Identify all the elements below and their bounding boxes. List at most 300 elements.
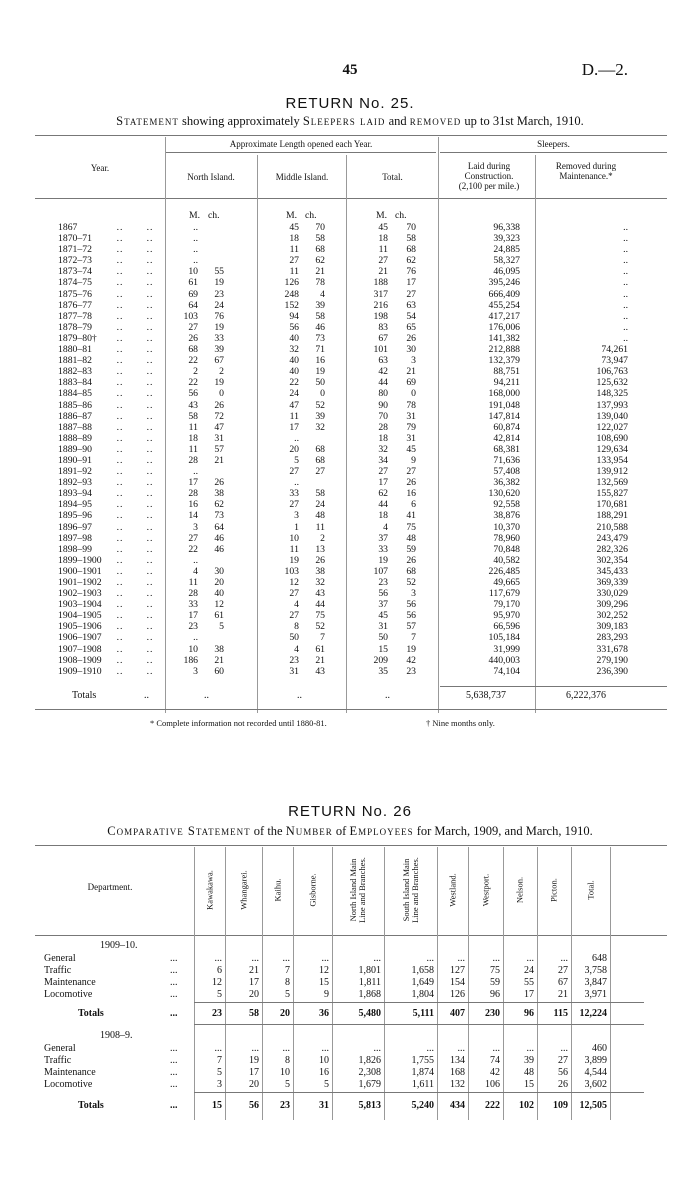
- cell: 3,971: [584, 989, 607, 1000]
- year-cell: 1871–72: [58, 244, 92, 256]
- total-miles: 33: [378, 543, 388, 555]
- unit-miles: M.: [376, 210, 388, 221]
- header-sleepers: Sleepers.: [537, 139, 570, 149]
- leader-dots: ..: [146, 499, 154, 511]
- north-chains: 19: [214, 277, 224, 289]
- removed-cell: 74,261: [601, 344, 628, 356]
- leader-dots: ..: [146, 532, 154, 544]
- middle-miles: 33: [289, 488, 299, 500]
- leader-dots: ..: [146, 299, 154, 311]
- leader-dots: ..: [116, 477, 124, 489]
- north-chains: 57: [214, 443, 224, 455]
- cell: 4,544: [584, 1067, 607, 1078]
- total-miles: 107: [373, 565, 388, 577]
- subtitle-part: removed: [409, 114, 462, 128]
- north-miles: 28: [188, 488, 198, 500]
- column-header-text: Kawakawa.: [204, 870, 214, 910]
- table-row: [0, 621, 700, 632]
- cell: 15: [524, 1079, 534, 1090]
- leader-dots: ..: [146, 233, 154, 245]
- year-cell: 1887–88: [58, 421, 92, 433]
- middle-chains: 52: [315, 621, 325, 633]
- cell: 17: [249, 1067, 259, 1078]
- column-header-text: North Island Main Line and Branches.: [348, 857, 367, 923]
- table-row: [0, 333, 700, 344]
- total-chains: 30: [406, 344, 416, 356]
- total-miles: 11: [378, 244, 388, 256]
- column-header: [237, 848, 251, 932]
- cell: 12,224: [579, 1008, 607, 1019]
- middle-chains: 70: [315, 222, 325, 233]
- removed-cell: 282,326: [596, 543, 628, 555]
- north-miles: 4: [193, 565, 198, 577]
- row-label: Totals: [78, 1008, 104, 1019]
- removed-cell: ..: [623, 332, 628, 344]
- cell: 1,868: [358, 989, 381, 1000]
- leader-dots: ..: [116, 222, 124, 233]
- laid-cell: 68,381: [493, 443, 520, 455]
- laid-cell: 147,814: [488, 410, 520, 422]
- cell: 5,813: [358, 1100, 381, 1111]
- header-north-island: North Island.: [187, 172, 235, 182]
- year-cell: 1891–92: [58, 466, 92, 478]
- cell: 15: [212, 1100, 222, 1111]
- north-miles: ..: [193, 222, 198, 233]
- year-cell: 1884–85: [58, 388, 92, 400]
- table-row: [0, 632, 700, 643]
- cell: ...: [426, 953, 434, 964]
- leader-dots: ..: [116, 454, 124, 466]
- north-miles: 64: [188, 299, 198, 311]
- middle-chains: 58: [315, 310, 325, 322]
- cell: 75: [490, 965, 500, 976]
- leader-dots: ..: [146, 443, 154, 455]
- removed-cell: 129,634: [596, 443, 628, 455]
- total-chains: 31: [406, 432, 416, 444]
- leader-dots: ..: [146, 565, 154, 577]
- leader-dots: ..: [116, 610, 124, 622]
- north-chains: 64: [214, 521, 224, 533]
- column-header: [271, 848, 285, 932]
- year-cell: 1882–83: [58, 366, 92, 378]
- cell: 1,755: [411, 1055, 434, 1066]
- removed-cell: 73,947: [601, 355, 628, 367]
- north-chains: 72: [214, 410, 224, 422]
- north-chains: 76: [214, 310, 224, 322]
- table-row: [0, 555, 700, 566]
- cell: 20: [280, 1008, 290, 1019]
- leader-dots: ..: [146, 388, 154, 400]
- table-row: [0, 322, 700, 333]
- cell: 10: [319, 1055, 329, 1066]
- leader-dots: ..: [146, 588, 154, 600]
- north-chains: 19: [214, 321, 224, 333]
- removed-cell: 309,296: [596, 599, 628, 611]
- middle-miles: 8: [294, 621, 299, 633]
- leader-dots: ..: [146, 488, 154, 500]
- table-row: [0, 588, 700, 599]
- removed-cell: 139,040: [596, 410, 628, 422]
- header-approx-length: Approximate Length opened each Year.: [229, 139, 373, 149]
- removed-cell: ..: [623, 244, 628, 256]
- leader-dots: ..: [116, 488, 124, 500]
- leader-dots: ..: [146, 665, 154, 677]
- cell: 109: [553, 1100, 568, 1111]
- north-chains: 55: [214, 266, 224, 278]
- total-chains: 3: [411, 588, 416, 600]
- row-label: Traffic: [44, 1055, 72, 1066]
- total-miles: 83: [378, 321, 388, 333]
- cell: 7: [285, 965, 290, 976]
- leader-dots: ..: [146, 222, 154, 233]
- removed-cell: ..: [623, 266, 628, 278]
- middle-miles: 103: [284, 565, 299, 577]
- cell: ...: [526, 1043, 534, 1054]
- leader-dots: ..: [116, 355, 124, 367]
- cell: ...: [321, 1043, 329, 1054]
- year-cell: 1883–84: [58, 377, 92, 389]
- cell: 1,611: [411, 1079, 434, 1090]
- removed-cell: 331,678: [596, 643, 628, 655]
- table-row: [0, 355, 700, 366]
- north-chains: 46: [214, 543, 224, 555]
- total-chains: 63: [406, 299, 416, 311]
- rule: [440, 686, 667, 687]
- leader-dots: ..: [116, 421, 124, 433]
- removed-cell: 122,027: [596, 421, 628, 433]
- total-chains: 56: [406, 599, 416, 611]
- cell: 21: [249, 965, 259, 976]
- row-label: Locomotive: [44, 989, 93, 1000]
- column-header-text: Whangarei.: [238, 870, 248, 910]
- removed-cell: 170,681: [596, 499, 628, 511]
- year-cell: 1870–71: [58, 233, 92, 245]
- north-miles: 28: [188, 454, 198, 466]
- cell: 648: [592, 953, 607, 964]
- leader-dots: ...: [170, 989, 178, 1000]
- year-cell: 1906–1907: [58, 632, 102, 644]
- removed-cell: ..: [623, 233, 628, 245]
- total-chains: 58: [406, 233, 416, 245]
- removed-cell: 133,954: [596, 454, 628, 466]
- leader-dots: ..: [146, 366, 154, 378]
- north-miles: 58: [188, 410, 198, 422]
- middle-chains: 58: [315, 233, 325, 245]
- table-row: [0, 610, 700, 621]
- laid-cell: 440,003: [488, 654, 520, 666]
- subtitle-part: Statement: [116, 114, 179, 128]
- leader-dots: ..: [116, 255, 124, 267]
- cell: 96: [490, 989, 500, 1000]
- leader-dots: ..: [116, 499, 124, 511]
- laid-cell: 38,876: [493, 510, 520, 522]
- middle-miles: 10: [289, 532, 299, 544]
- table-row: [0, 1079, 700, 1091]
- table-row: [0, 477, 700, 488]
- cell: 1,826: [358, 1055, 381, 1066]
- middle-chains: 43: [315, 588, 325, 600]
- cell: 3,847: [584, 977, 607, 988]
- north-miles: ..: [193, 632, 198, 644]
- cell: 26: [558, 1079, 568, 1090]
- totals-laid: 5,638,737: [466, 690, 506, 701]
- laid-cell: 74,104: [493, 665, 520, 677]
- total-miles: 198: [373, 310, 388, 322]
- leader-dots: ..: [146, 521, 154, 533]
- table-row: [0, 433, 700, 444]
- cell: 31: [319, 1100, 329, 1111]
- middle-miles: 27: [289, 255, 299, 267]
- year-cell: 1872–73: [58, 255, 92, 267]
- leader-dots: ..: [146, 266, 154, 278]
- north-chains: 5: [219, 621, 224, 633]
- table-row: [0, 499, 700, 510]
- column-header-text: Westland.: [447, 873, 457, 907]
- total-chains: 45: [406, 443, 416, 455]
- rule: [194, 1024, 644, 1025]
- middle-chains: 75: [315, 610, 325, 622]
- middle-miles: 47: [289, 399, 299, 411]
- north-miles: 2: [193, 366, 198, 378]
- unit-chains: ch.: [395, 210, 407, 221]
- cell: ...: [526, 953, 534, 964]
- cell: 154: [450, 977, 465, 988]
- total-chains: 27: [406, 466, 416, 478]
- removed-cell: 139,912: [596, 466, 628, 478]
- totals-label: Totals: [72, 690, 97, 701]
- leader-dots: ..: [146, 510, 154, 522]
- north-chains: 24: [214, 299, 224, 311]
- north-miles: 16: [188, 499, 198, 511]
- leader-dots: ..: [116, 577, 124, 588]
- north-miles: 14: [188, 510, 198, 522]
- laid-cell: 105,184: [488, 632, 520, 644]
- leader-dots: ..: [116, 654, 124, 666]
- column-header: [513, 848, 527, 932]
- table-row: [0, 488, 700, 499]
- year-cell: 1885–86: [58, 399, 92, 411]
- north-chains: 67: [214, 355, 224, 367]
- year-cell: 1905–1906: [58, 621, 102, 633]
- leader-dots: ..: [116, 366, 124, 378]
- year-cell: 1880–81: [58, 344, 92, 356]
- middle-miles: 11: [289, 244, 299, 256]
- total-chains: 75: [406, 521, 416, 533]
- cell: 42: [490, 1067, 500, 1078]
- column-header: [446, 848, 460, 932]
- removed-cell: ..: [623, 310, 628, 322]
- cell: ...: [426, 1043, 434, 1054]
- north-chains: 39: [214, 344, 224, 356]
- leader-dots: ..: [146, 344, 154, 356]
- leader-dots: ..: [116, 288, 124, 300]
- middle-chains: 21: [315, 654, 325, 666]
- cell: ...: [251, 1043, 259, 1054]
- cell: 59: [490, 977, 500, 988]
- middle-miles: 40: [289, 355, 299, 367]
- north-miles: 33: [188, 599, 198, 611]
- north-miles: 26: [188, 332, 198, 344]
- subtitle-part: Number: [285, 824, 333, 838]
- north-miles: 17: [188, 477, 198, 489]
- row-label: General: [44, 953, 76, 964]
- total-chains: 3: [411, 355, 416, 367]
- leader-dots: ..: [146, 454, 154, 466]
- laid-cell: 49,665: [493, 577, 520, 588]
- cell: 230: [485, 1008, 500, 1019]
- year-cell: 1889–90: [58, 443, 92, 455]
- north-miles: 27: [188, 321, 198, 333]
- middle-miles: 17: [289, 421, 299, 433]
- table-row: [0, 277, 700, 288]
- removed-cell: ..: [623, 222, 628, 233]
- cell: 17: [524, 989, 534, 1000]
- leader-dots: ..: [116, 388, 124, 400]
- column-header: [400, 848, 420, 932]
- cell: 56: [249, 1100, 259, 1111]
- middle-chains: 73: [315, 332, 325, 344]
- total-chains: 41: [406, 510, 416, 522]
- table-row: [0, 233, 700, 244]
- total-miles: 101: [373, 344, 388, 356]
- table-row: [0, 544, 700, 555]
- leader-dots: ..: [116, 299, 124, 311]
- north-chains: 73: [214, 510, 224, 522]
- leader-dots: ..: [116, 344, 124, 356]
- removed-cell: 155,827: [596, 488, 628, 500]
- cell: 407: [450, 1008, 465, 1019]
- north-miles: 11: [188, 421, 198, 433]
- year-cell: 1908–1909: [58, 654, 102, 666]
- middle-miles: 11: [289, 543, 299, 555]
- column-header-text: Nelson.: [514, 876, 525, 904]
- laid-cell: 666,409: [488, 288, 520, 300]
- middle-miles: 20: [289, 443, 299, 455]
- north-chains: 26: [214, 477, 224, 489]
- row-label: Totals: [78, 1100, 104, 1111]
- table-row: [0, 965, 700, 977]
- table-row: [0, 466, 700, 477]
- total-miles: 27: [378, 255, 388, 267]
- removed-cell: 302,354: [596, 554, 628, 566]
- total-miles: 37: [378, 532, 388, 544]
- removed-cell: 330,029: [596, 588, 628, 600]
- middle-miles: 27: [289, 466, 299, 478]
- middle-chains: 61: [315, 643, 325, 655]
- subtitle-part: Sleepers laid: [302, 114, 386, 128]
- removed-cell: ..: [623, 321, 628, 333]
- total-miles: 32: [378, 443, 388, 455]
- cell: 5: [324, 1079, 329, 1090]
- removed-cell: ..: [623, 288, 628, 300]
- year-cell: 1897–98: [58, 532, 92, 544]
- cell: 12,505: [579, 1100, 607, 1111]
- middle-chains: 68: [315, 454, 325, 466]
- cell: ...: [282, 953, 290, 964]
- cell: 5,240: [411, 1100, 434, 1111]
- middle-miles: 22: [289, 377, 299, 389]
- cell: 20: [249, 1079, 259, 1090]
- leader-dots: ..: [146, 255, 154, 267]
- total-miles: 15: [378, 643, 388, 655]
- total-chains: 19: [406, 643, 416, 655]
- north-miles: ..: [193, 466, 198, 478]
- leader-dots: ..: [146, 399, 154, 411]
- middle-miles: 4: [294, 599, 299, 611]
- leader-dots: ..: [116, 277, 124, 289]
- column-header-text: Picton.: [548, 878, 559, 902]
- north-miles: 17: [188, 610, 198, 622]
- total-miles: 62: [378, 488, 388, 500]
- cell: 126: [450, 989, 465, 1000]
- subtitle-part: Comparative Statement: [107, 824, 251, 838]
- laid-cell: 95,970: [493, 610, 520, 622]
- removed-cell: 283,293: [596, 632, 628, 644]
- total-miles: 63: [378, 355, 388, 367]
- cell: 67: [558, 977, 568, 988]
- year-cell: 1874–75: [58, 277, 92, 289]
- cell: 106: [485, 1079, 500, 1090]
- total-miles: 188: [373, 277, 388, 289]
- leader-dots: ..: [116, 532, 124, 544]
- leader-dots: ...: [170, 1043, 178, 1054]
- leader-dots: ..: [116, 321, 124, 333]
- total-miles: 4: [383, 521, 388, 533]
- leader-dots: ..: [146, 543, 154, 555]
- middle-miles: 12: [289, 577, 299, 588]
- leader-dots: ..: [146, 432, 154, 444]
- north-chains: 46: [214, 532, 224, 544]
- cell: 434: [450, 1100, 465, 1111]
- total-chains: 69: [406, 377, 416, 389]
- laid-cell: 42,814: [493, 432, 520, 444]
- header-laid: Laid during Construction. (2,100 per mile.): [458, 161, 520, 191]
- leader-dots: ..: [146, 477, 154, 489]
- leader-dots: ..: [116, 565, 124, 577]
- cell: 8: [285, 1055, 290, 1066]
- return-26-title: RETURN No. 26: [288, 803, 412, 820]
- middle-chains: 39: [315, 299, 325, 311]
- north-chains: 62: [214, 499, 224, 511]
- year-cell: 1888–89: [58, 432, 92, 444]
- cell: 1,649: [411, 977, 434, 988]
- middle-chains: 7: [320, 632, 325, 644]
- return-25-title: RETURN No. 25.: [285, 95, 415, 112]
- laid-cell: 132,379: [488, 355, 520, 367]
- leader-dots: ...: [170, 953, 178, 964]
- column-header: [584, 848, 598, 932]
- cell: 1,679: [358, 1079, 381, 1090]
- laid-cell: 395,246: [488, 277, 520, 289]
- laid-cell: 94,211: [493, 377, 520, 389]
- removed-cell: ..: [623, 277, 628, 289]
- middle-chains: 26: [315, 554, 325, 566]
- north-miles: 22: [188, 377, 198, 389]
- laid-cell: 46,095: [493, 266, 520, 278]
- year-cell: 1879–80†: [58, 332, 97, 344]
- laid-cell: 70,848: [493, 543, 520, 555]
- cell: 74: [490, 1055, 500, 1066]
- laid-cell: 226,485: [488, 565, 520, 577]
- leader-dots: ..: [146, 244, 154, 256]
- leader-dots: ..: [146, 277, 154, 289]
- cell: 1,874: [411, 1067, 434, 1078]
- column-header: [479, 848, 493, 932]
- total-miles: 50: [378, 632, 388, 644]
- laid-cell: 96,338: [493, 222, 520, 233]
- middle-miles: 248: [284, 288, 299, 300]
- middle-chains: 16: [315, 355, 325, 367]
